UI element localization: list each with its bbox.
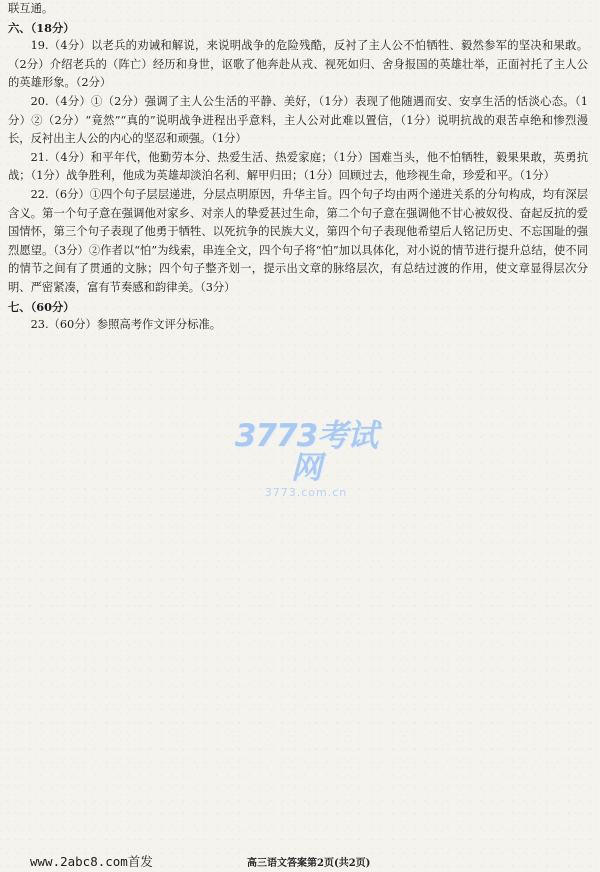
footer-page-number: 高三语文答案第2页(共2页) <box>247 858 371 869</box>
section-7-heading: 七、（60分） <box>8 299 75 314</box>
section-6-heading: 六、（18分） <box>8 20 75 35</box>
answer-19: 19.（4分）以老兵的劝诫和解说，来说明战争的危险残酷，反衬了主人公不怕牺牲、毅然参军的坚决和果敢。（2分）介绍老兵的（阵亡）经历和身世，讴歌了他奔赴从戎、视死如归、舍身报国的英雄壮举，正面衬托了主人公的英雄形象。（2分） <box>8 39 588 90</box>
footer-site-credit: www.2abc8.com首发 <box>30 854 153 869</box>
answer-20: 20.（4分）①（2分）强调了主人公生活的平静、美好，（1分）表现了他随遇而安、安享生活的恬淡心态。（1分）②（2分）“竟然”“真的”说明战争进程出乎意料，主人公对此难以置信，（1分）说明抗战的艰苦卓绝和惨烈漫长，反衬出主人公的内心的坚忍和顽强。（1分） <box>8 94 588 146</box>
watermark-url: 3773.com.cn <box>264 486 348 499</box>
continuation-text: 联互通。 <box>8 2 54 15</box>
watermark-logo-text: 3773考试网 <box>234 418 378 486</box>
answer-22: 22.（6分）①四个句子层层递进，分层点明原因，升华主旨。四个句子均由两个递进关系的分句构成，均有深层含义。第一个句子意在强调他对家乡、对亲人的挚爱甚过生命，第二个句子意在强调他不甘心被奴役、奋起反抗的爱国情怀，第三个句子表现了他勇于牺牲、以死抗争的民族大义，第四个句子表现他希望后人铭记历史、不忘国耻的强烈愿望。（3分）②作者以“怕”为线索，串连全文，四个句子将“怕”加以具体化，对小说的情节进行提升总结，使不同的情节之间有了贯通的文脉；四个句子整齐划一，提示出文章的脉络层次，有总结过渡的作用，使文章显得层次分明、严密紧凑，富有节奏感和韵律美。（3分） <box>8 187 588 294</box>
answer-21: 21.（4分）和平年代，他勤劳本分、热爱生活、热爱家庭；（1分）国难当头，他不怕牺牲，毅果果敢，英勇抗战；（1分）战争胜利，他成为英雄却淡泊名利、解甲归田；（1分）回顾过去，他珍视生命，珍爱和平。（1分） <box>8 150 588 183</box>
answer-23: 23.（60分）参照高考作文评分标准。 <box>30 318 222 332</box>
watermark-logo <box>226 420 386 499</box>
answer-content <box>8 0 588 335</box>
